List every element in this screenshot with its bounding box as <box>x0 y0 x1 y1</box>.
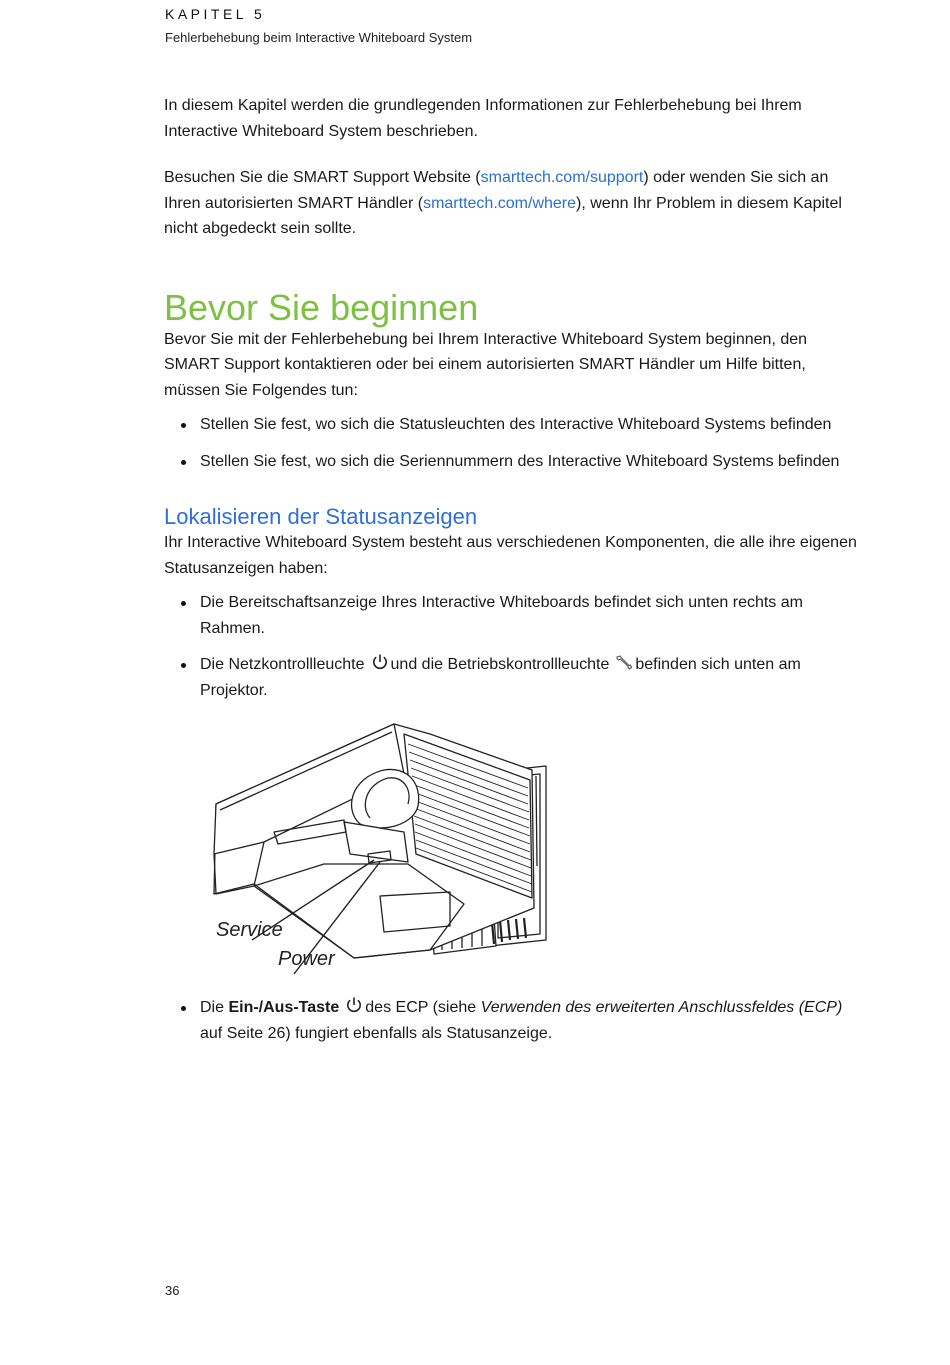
intro-text-b: ) oder wenden Sie sich an Ihren autorisierten SMART Händler ( <box>164 169 829 212</box>
intro-text-a: Besuchen Sie die SMART Support Website ( <box>164 169 481 186</box>
support-link[interactable]: smarttech.com/support <box>480 169 644 186</box>
section2-text: Ihr Interactive Whiteboard System besteht aus verschiedenen Komponenten, die alle ihre eigenen Statusanzeigen haben: <box>164 534 857 577</box>
service-label: Service <box>216 919 283 941</box>
section1-text: Bevor Sie mit der Fehlerbehebung bei Ihrem Interactive Whiteboard System beginnen, den SMART Support kontaktieren oder bei einem autorisierten SMART Händler um Hilfe bitten, müssen Sie Folgendes tun: <box>164 330 808 399</box>
section1-bullets <box>164 412 864 474</box>
list-item: Stellen Sie fest, wo sich die Seriennummern des Interactive Whiteboard Systems befinden <box>164 449 864 475</box>
list-item: Die Bereitschaftsanzeige Ihres Interactive Whiteboards befindet sich unten rechts am Rahmen. <box>164 590 864 641</box>
list-item <box>164 652 864 703</box>
bullet3-text-b: des ECP (siehe <box>365 999 481 1016</box>
list-item: Stellen Sie fest, wo sich die Statusleuchten des Interactive Whiteboard Systems befinden <box>164 412 864 438</box>
power-icon <box>345 996 363 1014</box>
bullet2-text-b: und die Betriebskontrollleuchte <box>390 656 610 673</box>
bullet3-text-c: auf Seite 26) fungiert ebenfalls als Statusanzeige. <box>200 1024 553 1042</box>
power-label: Power <box>278 948 335 970</box>
intro-paragraph-2 <box>164 165 864 242</box>
section2-bullets-cont <box>164 995 864 1046</box>
intro-text-c: ), wenn Ihr Problem in diesem Kapitel nicht abgedeckt sein sollte. <box>164 194 842 237</box>
list-item <box>164 995 864 1046</box>
power-icon <box>371 653 389 671</box>
power-button-name: Ein-/Aus-Taste <box>228 999 340 1016</box>
bullet2-text-a: Die Netzkontrollleuchte <box>200 656 365 673</box>
chapter-title: Fehlerbehebung beim Interactive Whiteboard System <box>165 30 473 45</box>
intro-paragraph-1: In diesem Kapitel werden die grundlegenden Informationen zur Fehlerbehebung bei Ihrem Interactive Whiteboard System beschrieben. <box>164 97 802 140</box>
bullet3-text-a: Die <box>200 999 229 1016</box>
bullet2-text-c: befinden sich unten am Projektor. <box>200 656 801 699</box>
projector-figure <box>194 714 554 979</box>
page-number: 36 <box>165 1283 180 1298</box>
section-heading-bevor: Bevor Sie beginnen <box>164 286 479 328</box>
ecp-reference: Verwenden des erweiterten Anschlussfeldes (ECP) <box>480 999 843 1016</box>
where-link[interactable]: smarttech.com/where <box>423 194 577 212</box>
main-content <box>164 93 864 1057</box>
section2-bullets <box>164 590 864 703</box>
chapter-label: KAPITEL 5 <box>165 6 266 22</box>
subsection-heading-status: Lokalisieren der Statusanzeigen <box>164 504 478 529</box>
wrench-icon <box>615 653 633 671</box>
